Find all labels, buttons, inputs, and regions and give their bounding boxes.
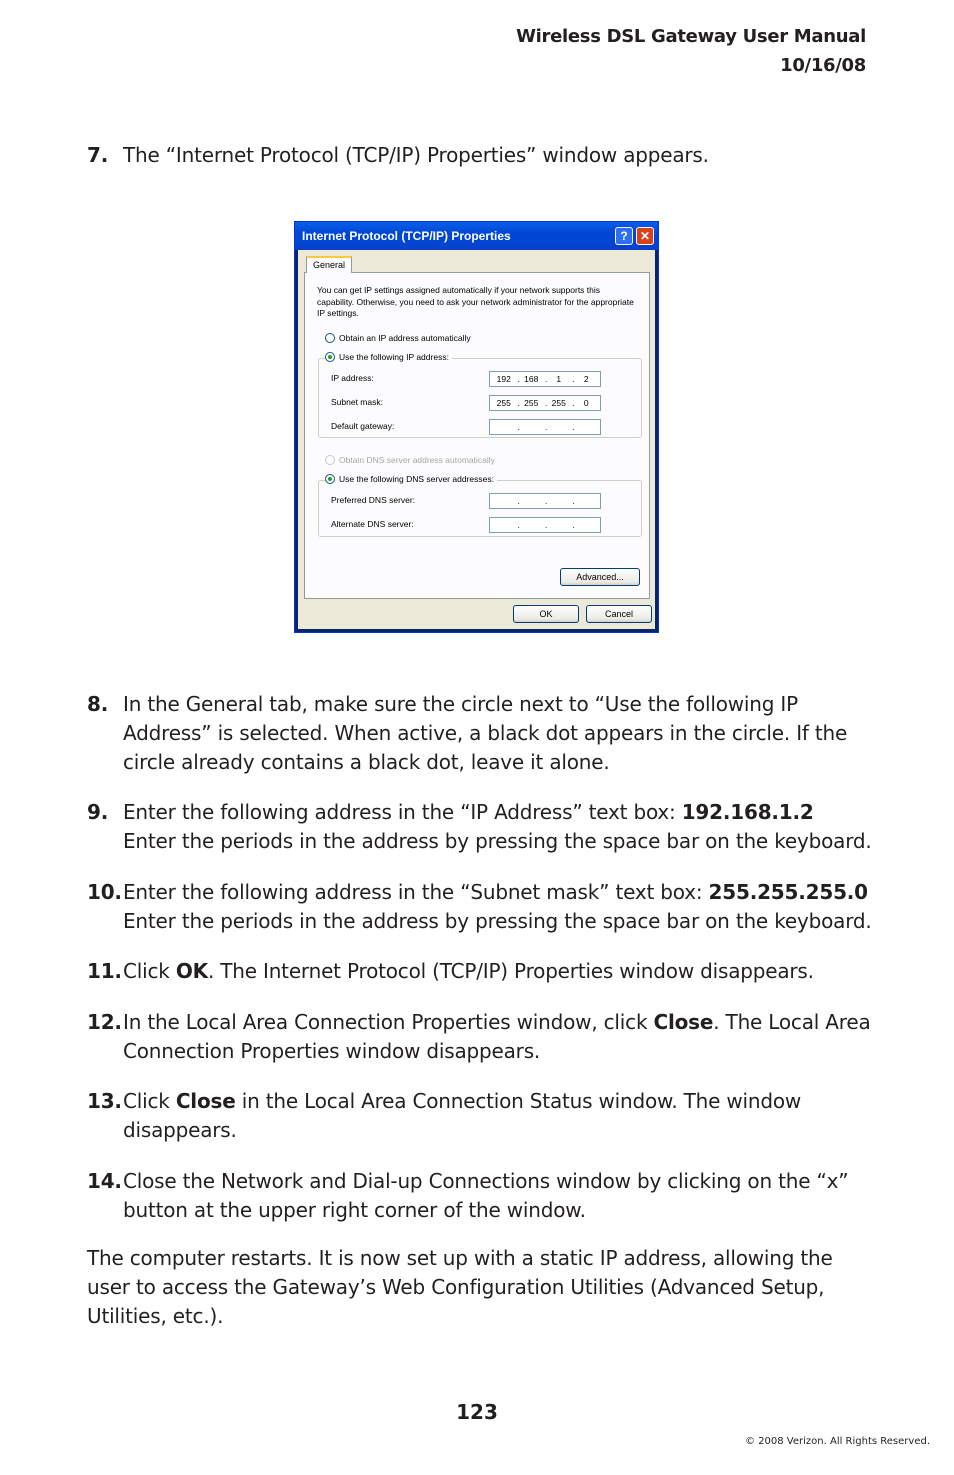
step-9: [87, 798, 887, 856]
step-text-part: Enter the periods in the address by pressing the space bar on the keyboard.: [123, 829, 872, 853]
obtain-dns-label: Obtain DNS server address automatically: [339, 455, 495, 465]
obtain-ip-radio[interactable]: [325, 333, 335, 343]
close-icon: ✕: [639, 229, 651, 243]
alternate-dns-label: Alternate DNS server:: [331, 519, 414, 529]
step-text-part: Enter the following address in the “IP Address” text box:: [123, 800, 682, 824]
subnet-octet: 255: [496, 398, 511, 408]
intro-text: You can get IP settings assigned automatically if your network supports this capability. Otherwise, you need to ask your network administrator for the appropriate IP settings.: [317, 285, 634, 318]
help-icon: ?: [620, 229, 628, 243]
copyright-notice: © 2008 Verizon. All Rights Reserved.: [745, 1436, 930, 1447]
step-text-part: . The Internet Protocol (TCP/IP) Properties window disappears.: [207, 959, 814, 983]
subnet-octet: 0: [583, 398, 589, 408]
step-10: [87, 878, 887, 936]
step-text-part: In the Local Area Connection Properties window, click: [123, 1010, 654, 1034]
ip-octet: 192: [496, 374, 511, 384]
step-text: [123, 878, 887, 936]
dns-group: [318, 480, 642, 537]
step-number: 14.: [87, 1169, 122, 1193]
step-text: [123, 957, 887, 986]
ip-address-label: IP address:: [331, 373, 374, 383]
general-panel: [304, 272, 650, 599]
dialog-titlebar: [295, 222, 658, 250]
step-text: [123, 798, 887, 856]
use-ip-radio-row[interactable]: [325, 352, 452, 362]
preferred-dns-input[interactable]: . . .: [489, 493, 601, 509]
manual-date: 10/16/08: [780, 55, 866, 76]
use-dns-radio-row[interactable]: [325, 474, 497, 484]
ip-group: [318, 358, 642, 438]
subnet-mask-input[interactable]: 255 . 255 . 255 . 0: [489, 395, 601, 411]
advanced-button[interactable]: Advanced...: [560, 568, 640, 586]
step-number: 7.: [87, 143, 109, 167]
dialog-client-area: [298, 250, 655, 629]
ok-term: OK: [175, 959, 208, 983]
close-term: Close: [175, 1089, 236, 1113]
step-text-part: Click: [123, 959, 176, 983]
obtain-dns-radio-row[interactable]: [325, 455, 495, 465]
subnet-octet: 255: [524, 398, 539, 408]
step-number: 11.: [87, 959, 122, 983]
cancel-button[interactable]: Cancel: [586, 605, 652, 623]
page-number: 123: [456, 1400, 498, 1424]
step-text: The “Internet Protocol (TCP/IP) Properties” window appears.: [123, 143, 709, 167]
preferred-dns-label: Preferred DNS server:: [331, 495, 416, 505]
default-gateway-label: Default gateway:: [331, 421, 395, 431]
subnet-octet: 255: [551, 398, 566, 408]
use-ip-label: Use the following IP address:: [339, 352, 449, 362]
ok-button[interactable]: OK: [513, 605, 579, 623]
close-button[interactable]: [636, 227, 654, 245]
use-dns-label: Use the following DNS server addresses:: [339, 474, 494, 484]
step-text: [123, 1008, 887, 1066]
tcpip-properties-dialog: [294, 221, 659, 633]
ip-address-input[interactable]: 192 . 168 . 1 . 2: [489, 371, 601, 387]
step-number: 10.: [87, 880, 122, 904]
closing-paragraph: The computer restarts. It is now set up with a static IP address, allowing the user to access the Gateway’s Web Configuration Utilities (Advanced Setup, Utilities, etc.).: [87, 1246, 833, 1328]
default-gateway-input[interactable]: . . .: [489, 419, 601, 435]
step-number: 8.: [87, 692, 109, 716]
step-12: [87, 1008, 887, 1066]
step-text-part: Enter the periods in the address by pressing the space bar on the keyboard.: [123, 909, 872, 933]
step-text: Close the Network and Dial-up Connections window by clicking on the “x” button at the upper right corner of the window.: [123, 1169, 849, 1222]
tab-general[interactable]: General: [306, 256, 352, 273]
step-number: 12.: [87, 1010, 122, 1034]
step-text-part: Click: [123, 1089, 176, 1113]
manual-title: Wireless DSL Gateway User Manual: [516, 26, 866, 47]
use-ip-radio[interactable]: [325, 352, 335, 362]
close-term: Close: [653, 1010, 714, 1034]
ip-octet: 1: [556, 374, 562, 384]
ip-value: 192.168.1.2: [681, 800, 814, 824]
ip-octet: 168: [524, 374, 539, 384]
step-11: [87, 957, 887, 986]
step-text-part: Enter the following address in the “Subnet mask” text box:: [123, 880, 709, 904]
ip-octet: 2: [583, 374, 589, 384]
step-text: In the General tab, make sure the circle next to “Use the following IP Address” is selected. When active, a black dot appears in the circle. If the circle already contains a black dot, leave it alone.: [123, 692, 848, 774]
obtain-ip-label: Obtain an IP address automatically: [339, 333, 471, 343]
alternate-dns-input[interactable]: . . .: [489, 517, 601, 533]
obtain-ip-radio-row[interactable]: [325, 333, 471, 343]
subnet-value: 255.255.255.0: [708, 880, 868, 904]
step-7: [87, 141, 887, 170]
use-dns-radio[interactable]: [325, 474, 335, 484]
step-8: [87, 690, 887, 777]
step-number: 13.: [87, 1089, 122, 1113]
dialog-title: Internet Protocol (TCP/IP) Properties: [302, 229, 511, 243]
step-13: [87, 1087, 887, 1145]
step-14: [87, 1167, 887, 1225]
step-number: 9.: [87, 800, 109, 824]
help-button[interactable]: [615, 227, 633, 245]
step-text-part: . The Local Area Connection Properties window disappears.: [123, 1010, 871, 1063]
obtain-dns-radio[interactable]: [325, 455, 335, 465]
subnet-mask-label: Subnet mask:: [331, 397, 383, 407]
step-text: [123, 1087, 887, 1145]
step-text-part: in the Local Area Connection Status window. The window disappears.: [123, 1089, 802, 1142]
